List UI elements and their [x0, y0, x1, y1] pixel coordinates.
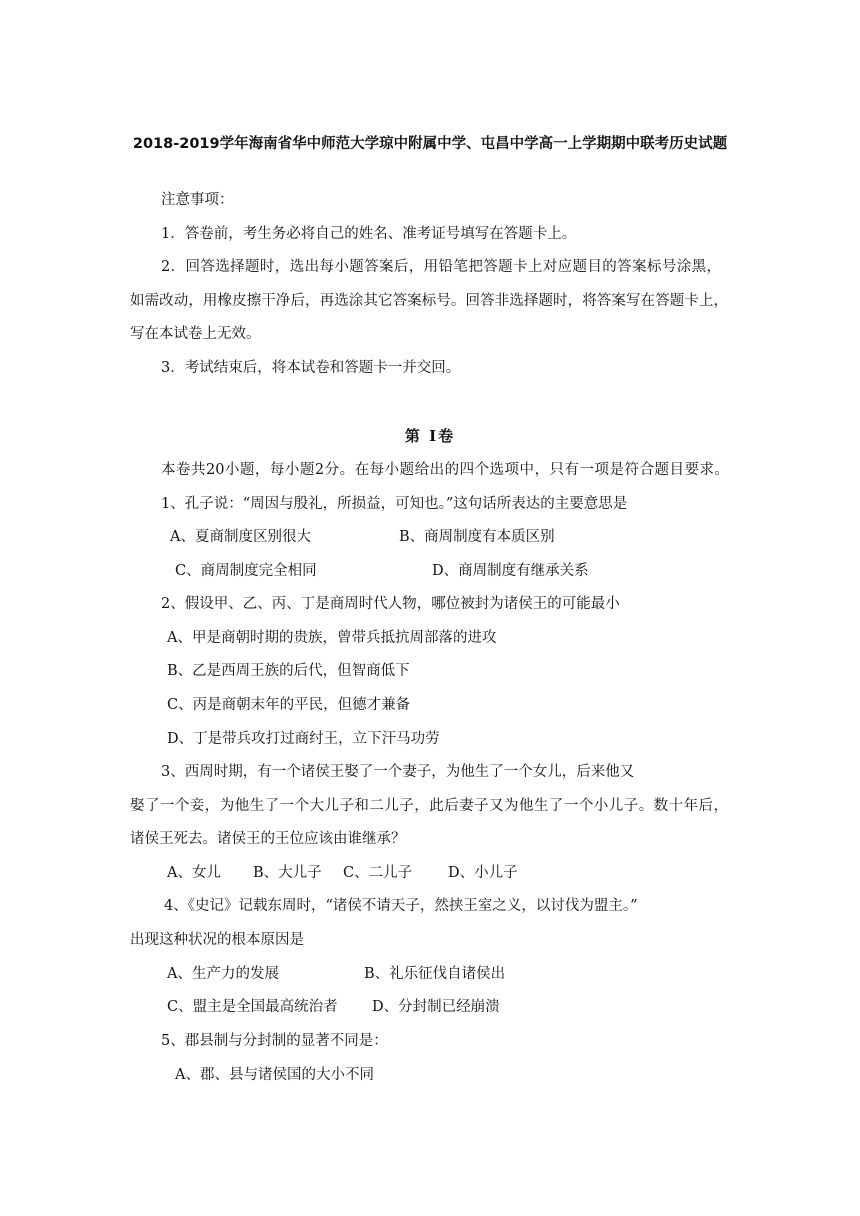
question-5-stem: 5、郡县制与分封制的显著不同是： — [161, 1033, 388, 1049]
question-5-option-a: A、郡、县与诸侯国的大小不同 — [175, 1067, 374, 1083]
question-4-stem-line-2: 出现这种状况的根本原因是 — [130, 932, 304, 948]
question-3-option-b: B、大儿子 — [253, 865, 322, 881]
section-intro: 本卷共20小题，每小题2分。在每小题给出的四个选项中，只有一项是符合题目要求。 — [161, 462, 729, 478]
section-title: 第 Ⅰ卷 — [404, 427, 456, 445]
question-2-option-b: B、乙是西周王族的后代，但智商低下 — [167, 663, 410, 679]
question-2-option-a: A、甲是商朝时期的贵族，曾带兵抵抗周部落的进攻 — [167, 630, 497, 646]
question-1-option-c: C、商周制度完全相同 — [175, 563, 317, 579]
question-2-option-c: C、丙是商朝末年的平民，但德才兼备 — [167, 697, 411, 713]
question-2-option-d: D、丁是带兵攻打过商纣王，立下汗马功劳 — [167, 731, 440, 747]
notice-item-2-line-1: 2．回答选择题时，选出每小题答案后，用铅笔把答题卡上对应题目的答案标号涂黑， — [161, 259, 721, 275]
question-3-stem-line-1: 3、西周时期，有一个诸侯王娶了一个妻子，为他生了一个女儿，后来他又 — [161, 764, 635, 780]
question-3-option-a: A、女儿 — [167, 865, 221, 881]
question-4-option-a: A、生产力的发展 — [167, 966, 279, 982]
exam-title: 2018-2019学年海南省华中师范大学琼中附属中学、屯昌中学高一上学期期中联考历史试题 — [132, 136, 728, 152]
question-4-stem-line-1: 4、《史记》记载东周时，“诸侯不请天子，然挟王室之义，以讨伐为盟主。” — [164, 898, 638, 914]
question-3-option-c: C、二儿子 — [343, 865, 413, 881]
question-3-option-d: D、小儿子 — [448, 865, 518, 881]
notice-item-1: 1．答卷前，考生务必将自己的姓名、准考证号填写在答题卡上。 — [161, 226, 577, 242]
question-3-stem-line-3: 诸侯王死去。诸侯王的王位应该由谁继承？ — [130, 831, 406, 847]
question-4-option-d: D、分封制已经崩溃 — [372, 999, 500, 1015]
question-1-option-d: D、商周制度有继承关系 — [432, 563, 589, 579]
notice-item-2-line-3: 写在本试卷上无效。 — [130, 326, 261, 342]
notice-item-3: 3．考试结束后，将本试卷和答题卡一并交回。 — [161, 360, 461, 376]
question-1-option-b: B、商周制度有本质区别 — [399, 529, 555, 545]
question-2-stem: 2、假设甲、乙、丙、丁是商周时代人物，哪位被封为诸侯王的可能最小 — [161, 596, 620, 612]
question-1-stem: 1、孔子说：“周因与殷礼，所损益，可知也。”这句话所表达的主要意思是 — [161, 496, 628, 512]
question-1-option-a: A、夏商制度区别很大 — [170, 529, 311, 545]
question-3-stem-line-2: 娶了一个妾，为他生了一个大儿子和二儿子，此后妻子又为他生了一个小儿子。数十年后， — [130, 798, 728, 814]
notice-item-2-line-2: 如需改动，用橡皮擦干净后，再选涂其它答案标号。回答非选择题时，将答案写在答题卡上， — [130, 293, 728, 309]
notice-heading: 注意事项： — [161, 192, 234, 208]
question-4-option-c: C、盟主是全国最高统治者 — [167, 999, 338, 1015]
question-4-option-b: B、礼乐征伐自诸侯出 — [364, 966, 506, 982]
